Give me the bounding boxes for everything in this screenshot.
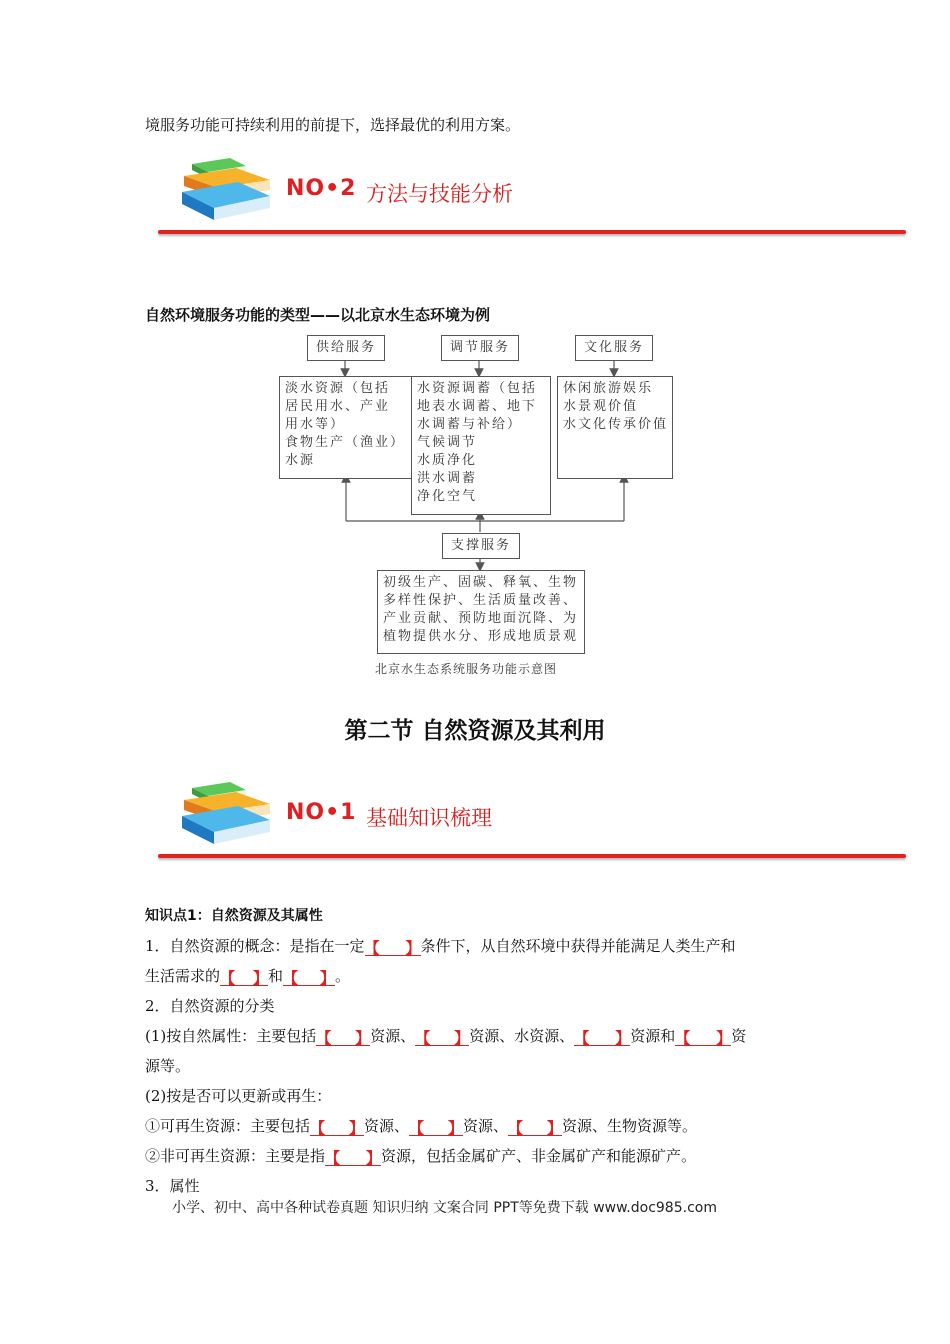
knowledge-line-7 bbox=[145, 1115, 697, 1136]
fill-blank[interactable] bbox=[675, 1027, 731, 1046]
supply-service-box bbox=[279, 376, 413, 479]
knowledge-line-4 bbox=[145, 1025, 746, 1046]
bracket: 【 bbox=[409, 1119, 425, 1137]
knowledge-line-1 bbox=[145, 935, 736, 956]
bracket: 【 bbox=[316, 1029, 332, 1047]
bracket: 【 bbox=[364, 939, 380, 957]
footer-text: 小学、初中、高中各种试卷真题 知识归纳 文案合同 PPT等免费下载 www.doc985.com bbox=[172, 1200, 717, 1216]
support-line: 多样性保护、生活质量改善、 bbox=[383, 593, 579, 608]
banner-number: NO•2 bbox=[286, 176, 357, 201]
knowledge-heading: 知识点1：自然资源及其属性 bbox=[145, 908, 323, 924]
fill-blank[interactable] bbox=[508, 1117, 562, 1136]
books-icon bbox=[178, 780, 278, 850]
bracket: 【 bbox=[415, 1029, 431, 1047]
knowledge-line-5: 源等。 bbox=[145, 1057, 191, 1075]
supply-line: 居民用水、产业 bbox=[285, 399, 391, 414]
supply-service-header: 供给服务 bbox=[307, 335, 385, 361]
support-service-box bbox=[377, 570, 585, 654]
bracket: 】 bbox=[349, 1119, 365, 1137]
regulate-line: 水资源调蓄（包括 bbox=[417, 381, 538, 396]
bracket: 】 bbox=[547, 1119, 563, 1137]
section-title: 第二节 自然资源及其利用 bbox=[344, 718, 606, 744]
fill-blank[interactable] bbox=[283, 967, 335, 986]
knowledge-line-6: (2)按是否可以更新或再生： bbox=[145, 1087, 332, 1105]
regulate-line: 气候调节 bbox=[417, 435, 478, 450]
bracket: 【 bbox=[310, 1119, 326, 1137]
bracket: 】 bbox=[448, 1119, 464, 1137]
bracket: 【 bbox=[508, 1119, 524, 1137]
knowledge-line-8 bbox=[145, 1145, 696, 1166]
bracket: 【 bbox=[325, 1149, 341, 1167]
text: 资 bbox=[731, 1027, 747, 1045]
regulate-line: 地表水调蓄、地下 bbox=[417, 399, 538, 414]
fill-blank[interactable] bbox=[574, 1027, 630, 1046]
fill-blank[interactable] bbox=[310, 1117, 364, 1136]
text: 条件下，从自然环境中获得并能满足人类生产和 bbox=[420, 937, 736, 955]
text: 资源、 bbox=[370, 1027, 416, 1045]
support-line: 产业贡献、预防地面沉降、为 bbox=[383, 611, 579, 626]
text: 。 bbox=[335, 967, 351, 985]
supply-line: 水源 bbox=[285, 453, 316, 468]
fill-blank[interactable] bbox=[316, 1027, 370, 1046]
text: 资源，包括金属矿产、非金属矿产和能源矿产。 bbox=[381, 1147, 697, 1165]
section-banner-basics bbox=[178, 780, 918, 870]
text: 1．自然资源的概念：是指在一定 bbox=[145, 937, 365, 955]
bracket: 】 bbox=[716, 1029, 732, 1047]
text: ②非可再生资源：主要是指 bbox=[145, 1147, 326, 1165]
bracket: 】 bbox=[405, 939, 421, 957]
bracket: 】 bbox=[355, 1029, 371, 1047]
banner-title: 基础知识梳理 bbox=[366, 806, 492, 830]
text: 资源、 bbox=[463, 1117, 509, 1135]
bracket: 【 bbox=[675, 1029, 691, 1047]
bracket: 】 bbox=[253, 969, 269, 987]
supply-line: 食物生产（渔业） bbox=[285, 435, 406, 450]
support-line: 初级生产、固碳、释氧、生物 bbox=[383, 575, 579, 590]
diagram-caption: 北京水生态系统服务功能示意图 bbox=[375, 662, 558, 676]
bracket: 【 bbox=[220, 969, 236, 987]
regulate-service-header: 调节服务 bbox=[441, 335, 519, 361]
culture-line: 水景观价值 bbox=[563, 399, 639, 414]
knowledge-line-3: 2．自然资源的分类 bbox=[145, 997, 275, 1015]
knowledge-line-9: 3．属性 bbox=[145, 1177, 200, 1195]
banner-rule bbox=[158, 854, 906, 858]
culture-service-box bbox=[557, 376, 673, 479]
bracket: 】 bbox=[366, 1149, 382, 1167]
culture-line: 水文化传承价值 bbox=[563, 417, 669, 432]
bracket: 【 bbox=[574, 1029, 590, 1047]
bracket: 】 bbox=[454, 1029, 470, 1047]
bracket: 】 bbox=[320, 969, 336, 987]
support-service-header: 支撑服务 bbox=[442, 533, 520, 559]
text: 和 bbox=[268, 967, 284, 985]
text: 资源、水资源、 bbox=[469, 1027, 575, 1045]
regulate-service-box bbox=[411, 376, 551, 515]
text: ①可再生资源：主要包括 bbox=[145, 1117, 311, 1135]
diagram-title: 自然环境服务功能的类型——以北京水生态环境为例 bbox=[145, 306, 491, 324]
supply-line: 用水等） bbox=[285, 417, 346, 432]
intro-text: 境服务功能可持续利用的前提下，选择最优的利用方案。 bbox=[145, 116, 521, 134]
fill-blank[interactable] bbox=[365, 937, 421, 956]
banner-number: NO•1 bbox=[286, 800, 357, 825]
support-line: 植物提供水分、形成地质景观 bbox=[383, 629, 579, 644]
text: 生活需求的 bbox=[145, 967, 221, 985]
text: 资源、生物资源等。 bbox=[562, 1117, 698, 1135]
fill-blank[interactable] bbox=[325, 1147, 381, 1166]
bracket: 【 bbox=[283, 969, 299, 987]
fill-blank[interactable] bbox=[409, 1117, 463, 1136]
regulate-line: 洪水调蓄 bbox=[417, 471, 478, 486]
culture-line: 休闲旅游娱乐 bbox=[563, 381, 654, 396]
culture-service-header: 文化服务 bbox=[575, 335, 653, 361]
supply-line: 淡水资源（包括 bbox=[285, 381, 391, 396]
fill-blank[interactable] bbox=[220, 967, 268, 986]
bracket: 】 bbox=[615, 1029, 631, 1047]
banner-title: 方法与技能分析 bbox=[366, 182, 513, 206]
knowledge-line-2 bbox=[145, 965, 350, 986]
fill-blank[interactable] bbox=[415, 1027, 469, 1046]
text: 资源和 bbox=[630, 1027, 676, 1045]
regulate-line: 水调蓄与补给） bbox=[417, 417, 523, 432]
text: 资源、 bbox=[364, 1117, 410, 1135]
text: (1)按自然属性：主要包括 bbox=[145, 1027, 317, 1045]
regulate-line: 净化空气 bbox=[417, 489, 478, 504]
regulate-line: 水质净化 bbox=[417, 453, 478, 468]
